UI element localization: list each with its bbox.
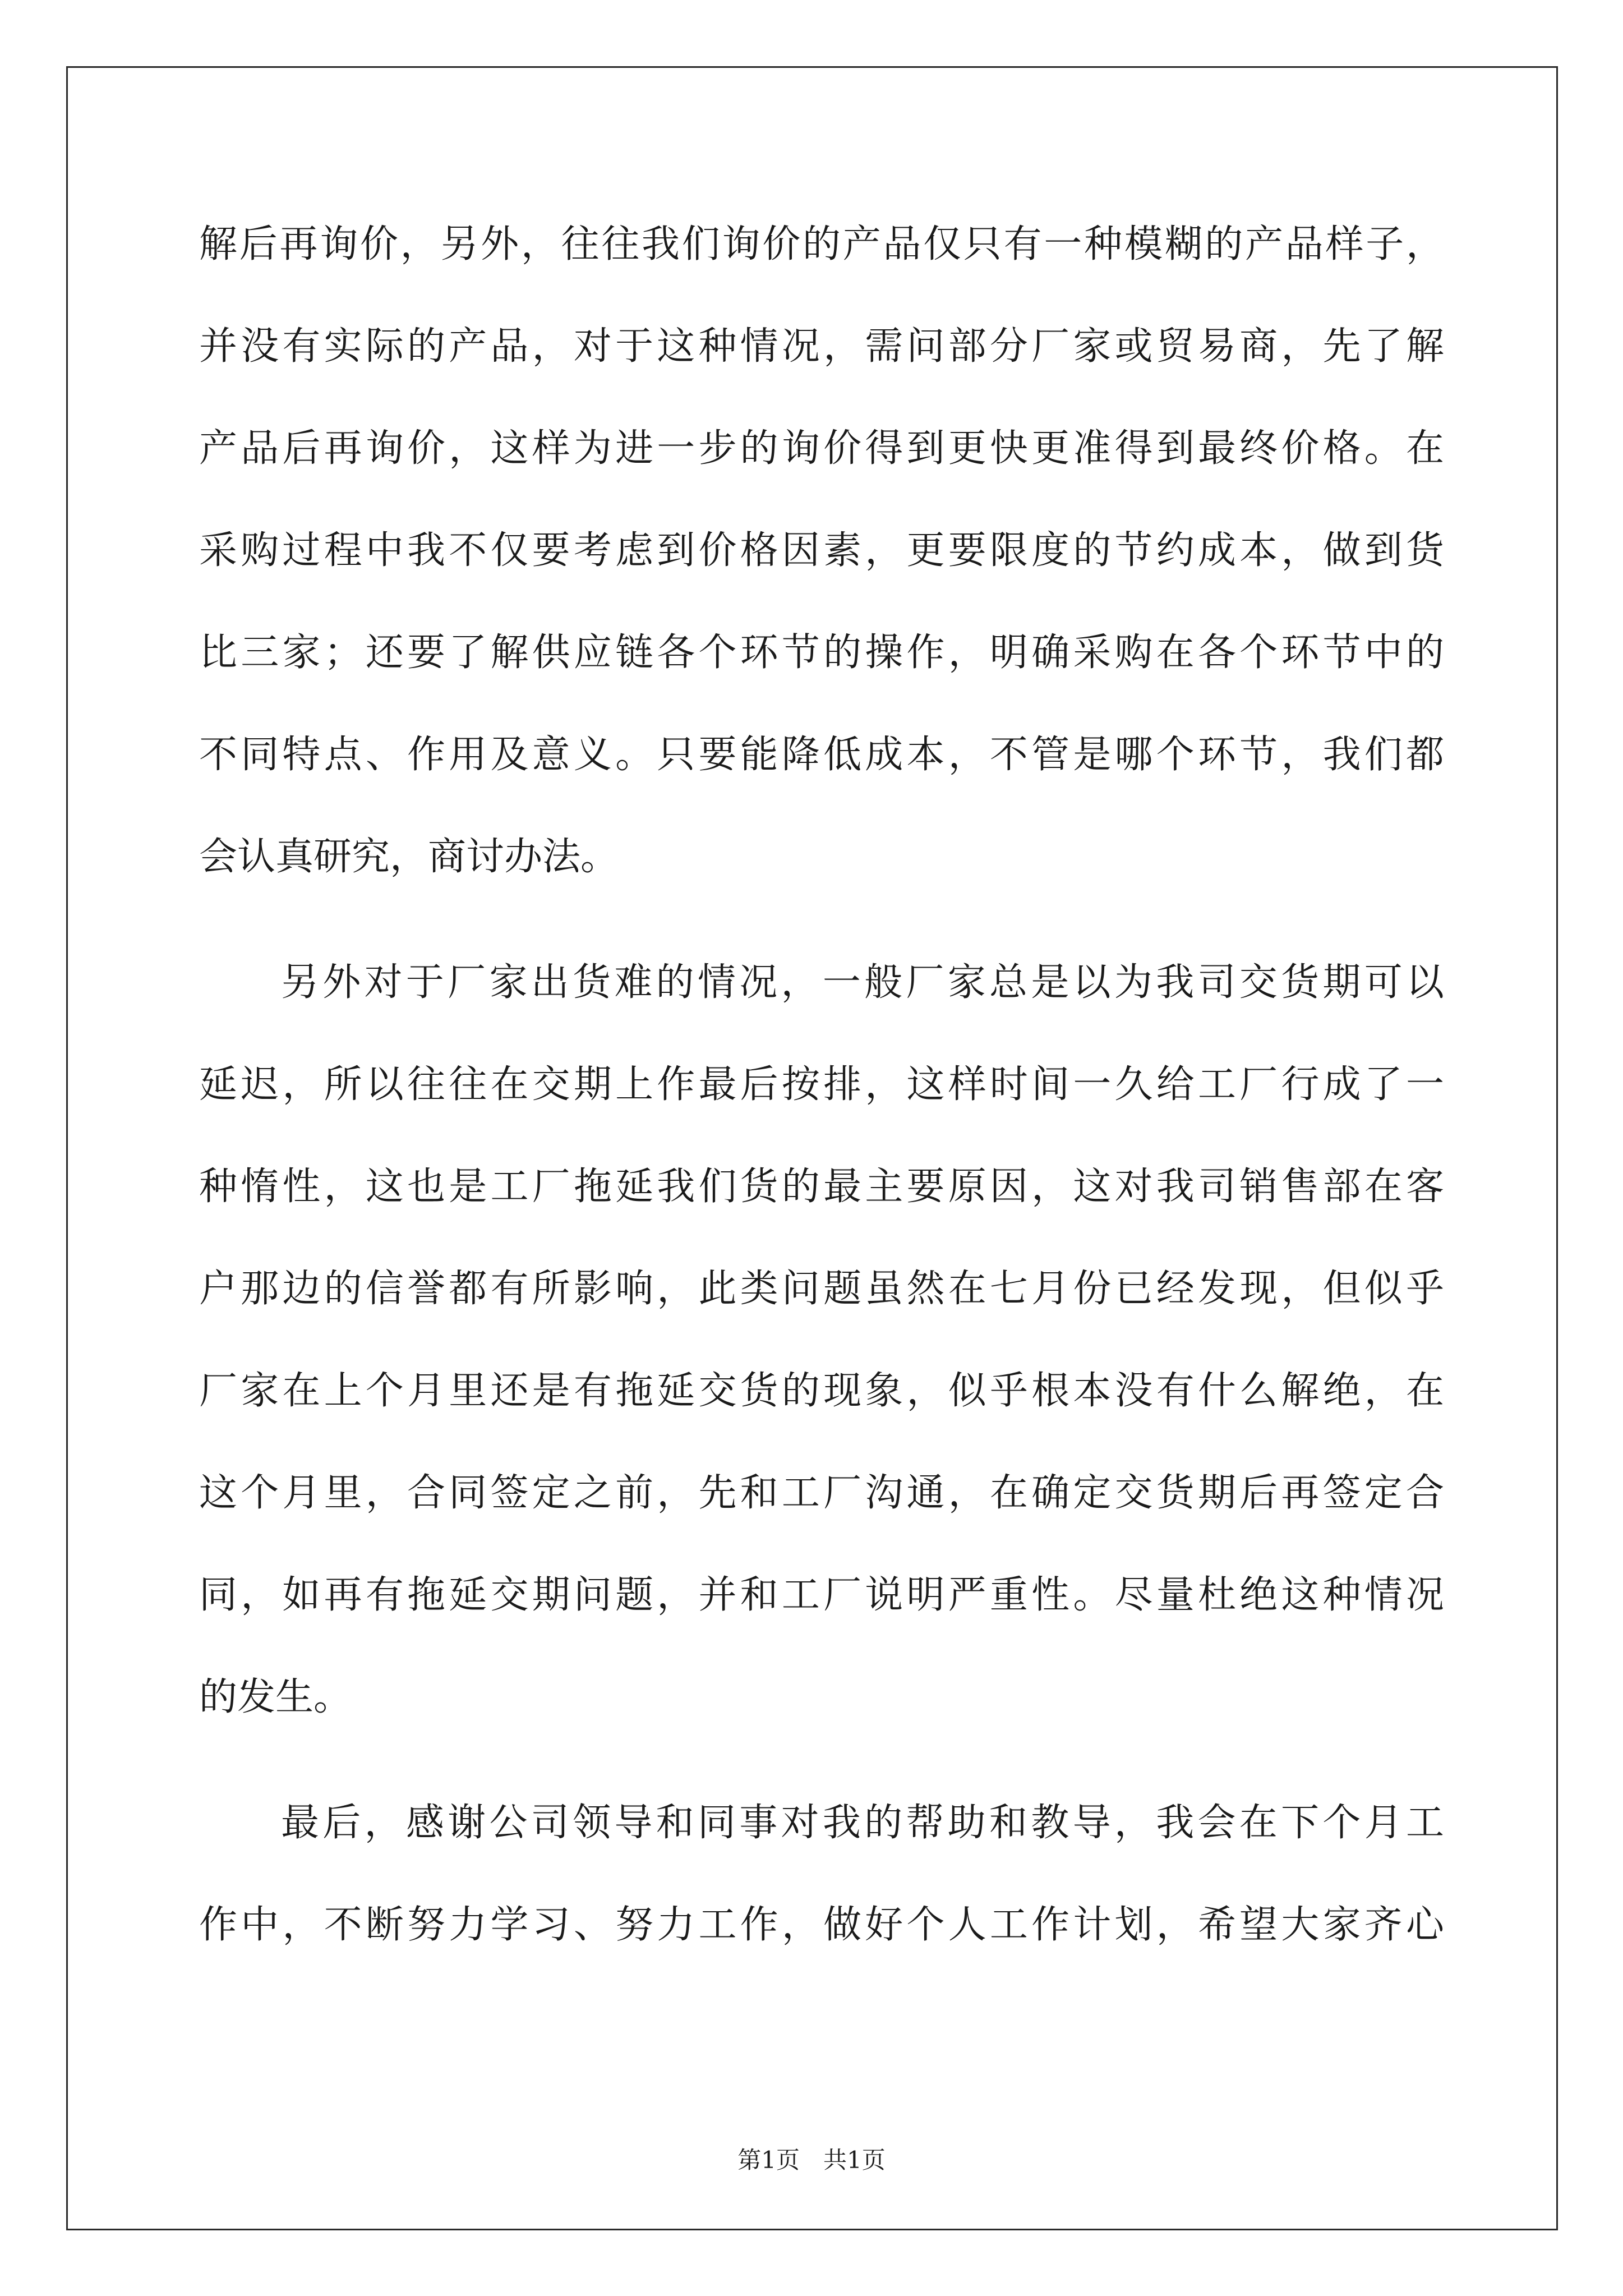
paragraph-3-line-1: 最后，感谢公司领导和同事对我的帮助和教导，我会在下个月工	[281, 1801, 1444, 1845]
page-footer: 第1页 共1页	[737, 2146, 886, 2174]
paragraph-2-line-4: 户那边的信誉都有所影响，此类问题虽然在七月份已经发现，但似乎	[199, 1267, 1444, 1311]
paragraph-1-line-3: 产品后再询价，这样为进一步的询价得到更快更准得到最终价格。在	[199, 426, 1444, 471]
paragraph-1-line-5: 比三家；还要了解供应链各个环节的操作，明确采购在各个环节中的	[199, 631, 1444, 675]
paragraph-2-line-1: 另外对于厂家出货难的情况，一般厂家总是以为我司交货期可以	[281, 960, 1444, 1005]
paragraph-gap	[199, 908, 1444, 932]
paragraph-2-line-3: 种惰性，这也是工厂拖延我们货的最主要原因，这对我司销售部在客	[199, 1165, 1444, 1209]
paragraph-2-line-5: 厂家在上个月里还是有拖延交货的现象，似乎根本没有什么解绝，在	[199, 1369, 1444, 1413]
paragraph-gap	[199, 1749, 1444, 1772]
paragraph-1-line-2: 并没有实际的产品，对于这种情况，需问部分厂家或贸易商，先了解	[199, 324, 1444, 369]
paragraph-1-line-6: 不同特点、作用及意义。只要能降低成本，不管是哪个环节，我们都	[199, 733, 1444, 777]
paragraph-2-line-2: 延迟，所以往往在交期上作最后按排，这样时间一久给工厂行成了一	[199, 1062, 1444, 1107]
paragraph-3-line-2: 作中，不断努力学习、努力工作，做好个人工作计划，希望大家齐心	[199, 1903, 1444, 1947]
paragraph-1-line-1: 解后再询价，另外，往往我们询价的产品仅只有一种模糊的产品样子，	[199, 222, 1444, 266]
document-body	[199, 194, 1444, 1976]
paragraph-1-line-7: 会认真研究，商讨办法。	[199, 835, 619, 879]
paragraph-1-line-4: 采购过程中我不仅要考虑到价格因素，更要限度的节约成本，做到货	[199, 528, 1444, 573]
paragraph-2-line-7: 同，如再有拖延交期问题，并和工厂说明严重性。尽量杜绝这种情况	[199, 1573, 1444, 1617]
paragraph-2-line-8: 的发生。	[199, 1675, 352, 1719]
paragraph-2-line-6: 这个月里，合同签定之前，先和工厂沟通，在确定交货期后再签定合	[199, 1471, 1444, 1515]
